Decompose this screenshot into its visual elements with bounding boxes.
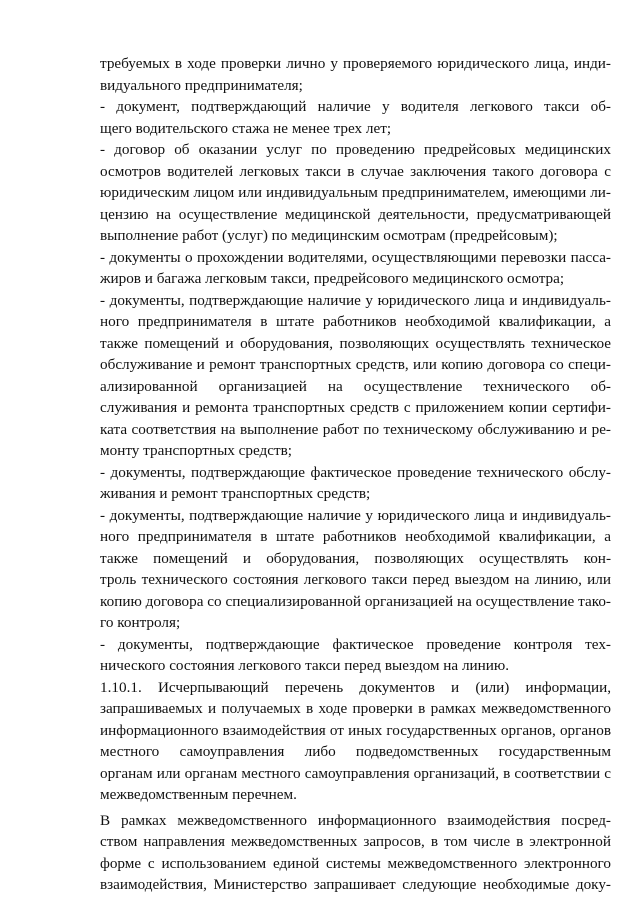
text-line: В рамках межведомственного информационного взаимодействия посред-: [100, 811, 611, 829]
text-line: троль технического состояния легкового такси перед выездом на линию, или: [100, 571, 611, 588]
text-line: - документы о прохождении водителями, осуществляющими перевозки пасса-: [100, 248, 611, 266]
text-line: живания и ремонт транспортных средств;: [100, 485, 371, 502]
text-line: ката соответствия на выполнение работ по техническому обслуживанию и ре-: [100, 420, 611, 438]
text-line: - документы, подтверждающие фактическое проведение технического обслу-: [100, 463, 611, 481]
text-line: ного предпринимателя в штате работников необходимой квалификации, а: [100, 528, 611, 545]
text-line: - документ, подтверждающий наличие у водителя легкового такси об-: [100, 98, 611, 115]
text-line: юридическим лицом или индивидуальным предпринимателем, имеющими ли-: [100, 184, 611, 201]
text-line: выполнение работ (услуг) по медицинским осмотрам (предрейсовым);: [100, 227, 558, 244]
text-line: ализированной организацией на осуществление технического об-: [100, 377, 611, 395]
text-line: - документы, подтверждающие наличие у юридического лица и индивидуаль-: [100, 291, 611, 309]
document-body: [100, 53, 611, 896]
text-line: - документы, подтверждающие фактическое проведение контроля тех-: [100, 635, 611, 653]
text-line: монту транспортных средств;: [100, 442, 293, 459]
text-line: - документы, подтверждающие наличие у юридического лица и индивидуаль-: [100, 506, 611, 524]
text-line: копию договора со специализированной организацией на осуществление тако-: [100, 592, 611, 610]
text-line: запрашиваемых и получаемых в ходе проверки в рамках межведомственного: [100, 700, 611, 717]
text-line: взаимодействия, Министерство запрашивает следующие необходимые доку-: [100, 876, 611, 893]
text-line: органам или органам местного самоуправления организаций, в соответствии с: [100, 764, 611, 782]
text-line: также помещений и оборудования, позволяющих осуществлять кон-: [100, 549, 611, 567]
text-line: го контроля;: [100, 614, 181, 631]
text-line: служивания и ремонта транспортных средств с приложением копии сертифи-: [100, 399, 611, 416]
text-line: ством направления межведомственных запросов, в том числе в электронной: [100, 833, 611, 850]
text-line: осмотров водителей легковых такси в случае заключения такого договора с: [100, 162, 611, 180]
text-line: 1.10.1. Исчерпывающий перечень документов и (или) информации,: [100, 678, 611, 696]
text-line: цензию на осуществление медицинской деятельности, предусматривающей: [100, 205, 611, 223]
text-line: требуемых в ходе проверки лично у проверяемого юридического лица, инди-: [100, 55, 611, 72]
text-line: форме с использованием единой системы межведомственного электронного: [100, 854, 611, 872]
text-line: местного самоуправления либо подведомственных государственным: [100, 743, 611, 760]
text-line: обслуживание и ремонт транспортных средств, или копию договора со специ-: [100, 356, 611, 373]
text-line: - договор об оказании услуг по проведению предрейсовых медицинских: [100, 141, 611, 158]
text-line: жиров и багажа легковым такси, предрейсового медицинского осмотра;: [100, 270, 565, 287]
text-line: также помещений и оборудования, позволяющих осуществлять техническое: [100, 334, 611, 352]
text-line: межведомственным перечнем.: [100, 786, 297, 803]
text-line: щего водительского стажа не менее трех лет;: [100, 119, 392, 137]
text-line: видуального предпринимателя;: [100, 76, 303, 94]
text-line: нического состояния легкового такси перед выездом на линию.: [100, 657, 510, 674]
text-line: информационного взаимодействия от иных государственных органов, органов: [100, 721, 611, 739]
text-line: ного предпринимателя в штате работников необходимой квалификации, а: [100, 313, 611, 330]
